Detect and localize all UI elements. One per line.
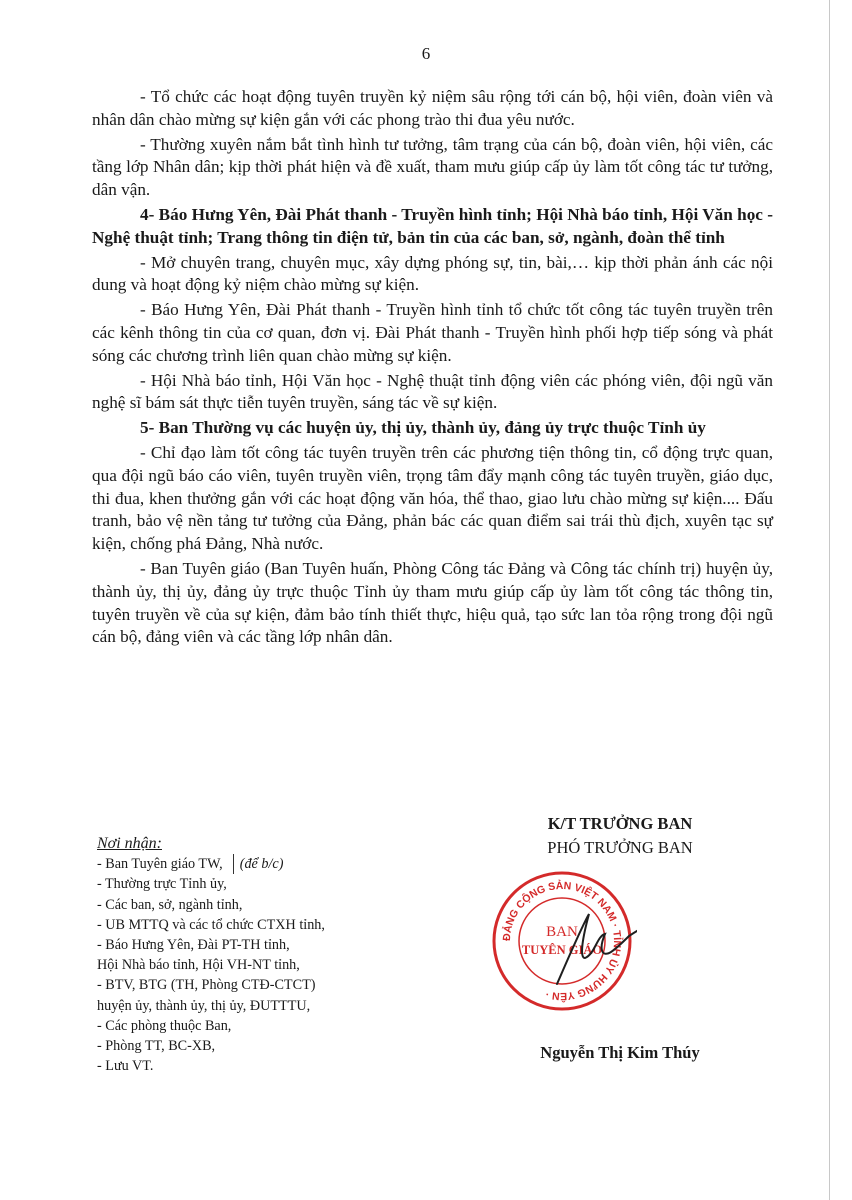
signer-name: Nguyễn Thị Kim Thúy xyxy=(540,1043,700,1062)
paragraph-5: - Hội Nhà báo tỉnh, Hội Văn học - Nghệ thuật tỉnh động viên các phóng viên, đội ngũ văn nghệ sĩ bám sát thực tiễn tuyên truyền, sáng tác về sự kiện. xyxy=(92,370,773,413)
paragraph-1: - Tổ chức các hoạt động tuyên truyền kỷ niệm sâu rộng tới cán bộ, hội viên, đoàn viên và nhân dân chào mừng sự kiện gắn với các phong trào thi đua yêu nước. xyxy=(92,87,773,129)
recipient-item: huyện ủy, thành ủy, thị ủy, ĐUTTTU, xyxy=(97,997,311,1014)
seal-center-line-1: BAN xyxy=(546,924,578,940)
page-edge-line xyxy=(829,0,830,1200)
signature-title: K/T TRƯỞNG BAN xyxy=(547,814,693,833)
recipient-item: - Các phòng thuộc Ban, xyxy=(97,1017,232,1034)
recipient-note: (để b/c) xyxy=(233,854,284,874)
section-heading-5: 5- Ban Thường vụ các huyện ủy, thị ủy, thành ủy, đảng ủy trực thuộc Tỉnh ủy xyxy=(140,418,706,438)
recipient-item: - UB MTTQ và các tổ chức CTXH tỉnh, xyxy=(97,916,325,933)
recipients-block xyxy=(97,834,417,1076)
document-body xyxy=(92,86,773,651)
recipient-item: - Thường trực Tỉnh ủy, xyxy=(97,876,227,893)
paragraph-6: - Chỉ đạo làm tốt công tác tuyên truyền trên các phương tiện thông tin, cổ động trực quan, qua đội ngũ báo cáo viên, tuyên truyền viên, trọng tâm đẩy mạnh công tác tuyên truyền, giáo dục, thi đua, khen thưởng gắn với các hoạt động văn hóa, thể thao, giao lưu chào mừng sự kiện.... Đấu tranh, bảo vệ nền tảng tư tưởng của Đảng, phản bác các quan điểm sai trái thù địch, xuyên tạc sự kiện, chống phá Đảng, Nhà nước. xyxy=(92,442,773,554)
section-heading-4: 4- Báo Hưng Yên, Đài Phát thanh - Truyền hình tỉnh; Hội Nhà báo tỉnh, Hội Văn học - Nghệ thuật tỉnh; Trang thông tin điện tử, bản tin của các ban, sở, ngành, đoàn thể tỉnh xyxy=(92,204,773,247)
recipient-item: Hội Nhà báo tỉnh, Hội VH-NT tỉnh, xyxy=(97,957,300,974)
recipient-item: - Phòng TT, BC-XB, xyxy=(97,1038,216,1055)
official-seal xyxy=(487,866,637,1016)
seal-ring-text: ĐẢNG CỘNG SẢN VIỆT NAM · TỈNH ỦY HƯNG YÊN · xyxy=(500,879,624,1003)
recipient-item: - BTV, BTG (TH, Phòng CTĐ-CTCT) xyxy=(97,977,316,994)
paragraph-3: - Mở chuyên trang, chuyên mục, xây dựng phóng sự, tin, bài,… kịp thời phản ánh các nội dung và hoạt động kỷ niệm chào mừng sự kiện. xyxy=(92,252,773,295)
recipient-item: - Lưu VT. xyxy=(97,1058,154,1075)
recipients-title: Nơi nhận: xyxy=(97,835,162,852)
seal-center-line-2: TUYÊN GIÁO xyxy=(521,943,603,957)
paragraph-2: - Thường xuyên nắm bắt tình hình tư tưởng, tâm trạng của cán bộ, đoàn viên, hội viên, các tầng lớp Nhân dân; kịp thời phát hiện và đề xuất, tham mưu giúp cấp ủy làm tốt công tác tư tưởng, dân vận. xyxy=(92,134,773,200)
page-number: 6 xyxy=(421,44,431,63)
signature-subtitle: PHÓ TRƯỞNG BAN xyxy=(547,838,693,857)
recipient-item: - Ban Tuyên giáo TW, (để b/c) xyxy=(97,854,417,874)
paragraph-7: - Ban Tuyên giáo (Ban Tuyên huấn, Phòng Công tác Đảng và Công tác chính trị) huyện ủy, thành ủy, thị ủy, đảng ủy trực thuộc Tỉnh ủy tham mưu giúp cấp ủy làm tốt công tác thông tin, tuyên truyền về của sự kiện, đảm bảo tính thiết thực, hiệu quả, tạo sức lan tỏa rộng trong đội ngũ cán bộ, đảng viên và các tầng lớp nhân dân. xyxy=(92,558,773,647)
recipient-item: - Báo Hưng Yên, Đài PT-TH tỉnh, xyxy=(97,937,290,954)
recipient-item: - Các ban, sở, ngành tỉnh, xyxy=(97,896,243,913)
paragraph-4: - Báo Hưng Yên, Đài Phát thanh - Truyền hình tỉnh tổ chức tốt công tác tuyên truyền trên các kênh thông tin của cơ quan, đơn vị. Đài Phát thanh - Truyền hình phối hợp tiếp sóng và phát sóng các chương trình liên quan chào mừng sự kiện. xyxy=(92,300,773,365)
seal-outer-ring xyxy=(494,873,630,1009)
signature-header xyxy=(500,812,740,860)
